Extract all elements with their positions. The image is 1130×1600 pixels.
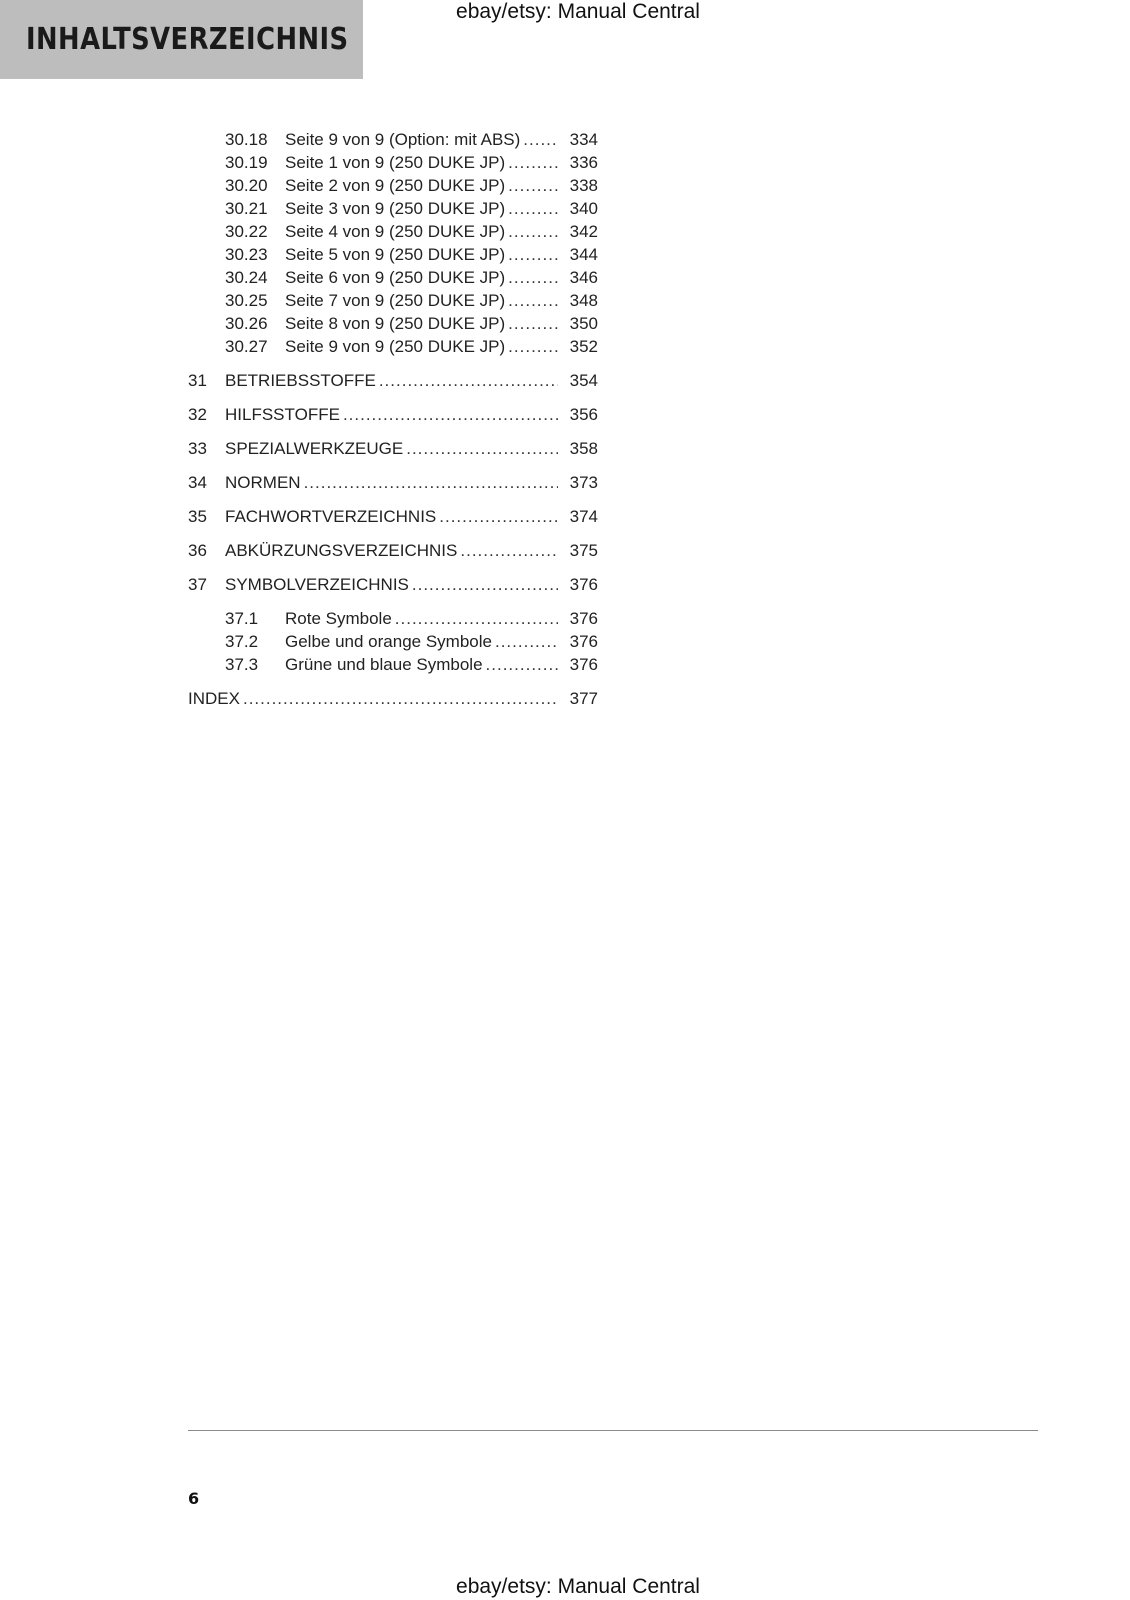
toc-entry-title-wrap (285, 243, 558, 266)
toc-dot-leader (412, 573, 558, 596)
toc-entry-number: 35 (188, 507, 207, 526)
toc-entry-number: 33 (188, 439, 207, 458)
toc-entry[interactable] (188, 151, 598, 174)
toc-entry-number: 30.23 (225, 245, 268, 264)
toc-entry-number: 30.27 (225, 337, 268, 356)
watermark-bottom-text: ebay/etsy: Manual Central (456, 1575, 700, 1598)
toc-entry-title-wrap (285, 289, 558, 312)
toc-dot-leader (523, 128, 558, 151)
toc-entry-title-wrap (225, 573, 558, 596)
section-title: INHALTSVERZEICHNIS (26, 22, 349, 57)
toc-entry[interactable] (188, 335, 598, 358)
toc-entry-page: 334 (569, 130, 598, 149)
toc-entry-page: 338 (569, 176, 598, 195)
toc-dot-leader (508, 174, 558, 197)
toc-entry-page: 344 (569, 245, 598, 264)
toc-entry-title-wrap (285, 151, 558, 174)
toc-entry[interactable] (188, 220, 598, 243)
toc-entry-title: FACHWORTVERZEICHNIS (225, 507, 437, 526)
toc-entry-number: 37.3 (225, 655, 259, 674)
toc-entry-number: 30.24 (225, 268, 268, 287)
toc-entry-page: 352 (569, 337, 598, 356)
toc-entry-number: 30.21 (225, 199, 268, 218)
toc-entry-title-wrap (188, 687, 558, 710)
toc-entry-number: 36 (188, 541, 207, 560)
toc-entry-number: 31 (188, 371, 207, 390)
toc-entry-title-wrap (225, 369, 558, 392)
toc-entry-title: Grüne und blaue Symbole (285, 655, 483, 674)
toc-entry[interactable] (188, 174, 598, 197)
toc-entry-title: NORMEN (225, 473, 301, 492)
toc-entry-title-wrap (225, 437, 558, 460)
toc-entry-title: HILFSSTOFFE (225, 405, 340, 424)
toc-entry-title-wrap (285, 335, 558, 358)
watermark-bottom (0, 1575, 1130, 1599)
toc-entry[interactable] (188, 128, 598, 151)
toc-entry-title: INDEX (188, 689, 240, 708)
toc-dot-leader (508, 220, 558, 243)
toc-entry-title-wrap (285, 630, 558, 653)
toc-entry-page: 340 (569, 199, 598, 218)
toc-entry-title-wrap (285, 653, 558, 676)
toc-dot-leader (486, 653, 558, 676)
toc-entry-page: 376 (569, 575, 598, 594)
toc-entry-page: 375 (569, 541, 598, 560)
toc-entry-page: 346 (569, 268, 598, 287)
toc-dot-leader (379, 369, 558, 392)
toc-entry-title: Seite 2 von 9 (250 DUKE JP) (285, 176, 506, 195)
toc-entry-page: 376 (569, 655, 598, 674)
toc-entry-page: 336 (569, 153, 598, 172)
toc-entry-title-wrap (285, 197, 558, 220)
toc-entry-page: 376 (569, 609, 598, 628)
toc-entry-number: 30.26 (225, 314, 268, 333)
toc-entry-page: 376 (569, 632, 598, 651)
toc-entry-title: BETRIEBSSTOFFE (225, 371, 376, 390)
toc-entry-number: 30.22 (225, 222, 268, 241)
toc-entry[interactable] (188, 197, 598, 220)
footer-divider (188, 1430, 1038, 1431)
toc-entry[interactable] (188, 369, 598, 392)
toc-entry-title-wrap (285, 128, 558, 151)
toc-entry-title-wrap (225, 539, 558, 562)
toc-entry-title: Seite 9 von 9 (250 DUKE JP) (285, 337, 506, 356)
toc-entry-title: Rote Symbole (285, 609, 392, 628)
toc-entry[interactable] (188, 653, 598, 676)
toc-entry-page: 356 (569, 405, 598, 424)
toc-entry-number: 30.20 (225, 176, 268, 195)
toc-entry-number: 30.19 (225, 153, 268, 172)
toc-entry-title: Seite 3 von 9 (250 DUKE JP) (285, 199, 506, 218)
toc-entry[interactable] (188, 403, 598, 426)
toc-entry-title: SPEZIALWERKZEUGE (225, 439, 404, 458)
toc-entry-title: Seite 5 von 9 (250 DUKE JP) (285, 245, 506, 264)
toc-dot-leader (343, 403, 558, 426)
toc-entry-page: 377 (569, 689, 598, 708)
toc-entry-page: 354 (569, 371, 598, 390)
toc-entry[interactable] (188, 471, 598, 494)
toc-entry-page: 358 (569, 439, 598, 458)
toc-dot-leader (460, 539, 558, 562)
toc-entry-number: 34 (188, 473, 207, 492)
toc-dot-leader (439, 505, 558, 528)
toc-entry-title: Gelbe und orange Symbole (285, 632, 492, 651)
toc-entry-title: Seite 1 von 9 (250 DUKE JP) (285, 153, 506, 172)
toc-entry-title-wrap (285, 607, 558, 630)
toc-entry-title: ABKÜRZUNGSVERZEICHNIS (225, 541, 458, 560)
toc-entry[interactable] (188, 607, 598, 630)
toc-dot-leader (508, 335, 558, 358)
toc-entry-title: Seite 9 von 9 (Option: mit ABS) (285, 130, 521, 149)
watermark-top-text: ebay/etsy: Manual Central (456, 0, 700, 23)
toc-entry-page: 373 (569, 473, 598, 492)
toc-entry[interactable] (188, 243, 598, 266)
toc-entry-title-wrap (285, 266, 558, 289)
toc-dot-leader (508, 266, 558, 289)
toc-dot-leader (495, 630, 558, 653)
toc-entry[interactable] (188, 573, 598, 596)
toc-entry-number: 37.2 (225, 632, 259, 651)
toc-entry[interactable] (188, 505, 598, 528)
toc-entry-number: 30.18 (225, 130, 268, 149)
toc-entry-title-wrap (225, 403, 558, 426)
toc-dot-leader (508, 197, 558, 220)
toc-entry[interactable] (188, 539, 598, 562)
toc-entry-number: 37 (188, 575, 207, 594)
toc-entry-number: 37.1 (225, 609, 259, 628)
toc-entry[interactable] (188, 266, 598, 289)
toc-entry-number: 32 (188, 405, 207, 424)
watermark-top (0, 0, 1130, 24)
toc-dot-leader (508, 151, 558, 174)
toc-entry-page: 348 (569, 291, 598, 310)
toc-entry-title: SYMBOLVERZEICHNIS (225, 575, 409, 594)
toc-entry-title-wrap (285, 220, 558, 243)
toc-entry-title: Seite 7 von 9 (250 DUKE JP) (285, 291, 506, 310)
toc-dot-leader (304, 471, 558, 494)
toc-dot-leader (243, 687, 558, 710)
toc-dot-leader (508, 243, 558, 266)
toc-entry-page: 374 (569, 507, 598, 526)
toc-entry-page: 350 (569, 314, 598, 333)
toc-entry-title-wrap (225, 471, 558, 494)
toc-dot-leader (406, 437, 558, 460)
toc-entry[interactable] (188, 289, 598, 312)
toc-entry-title: Seite 6 von 9 (250 DUKE JP) (285, 268, 506, 287)
page-number: 6 (188, 1489, 200, 1508)
toc-entry-page: 342 (569, 222, 598, 241)
toc-dot-leader (508, 289, 558, 312)
toc-dot-leader (508, 312, 558, 335)
toc-dot-leader (395, 607, 558, 630)
toc-entry-title-wrap (285, 312, 558, 335)
toc-entry[interactable] (188, 687, 598, 710)
toc-entry-number: 30.25 (225, 291, 268, 310)
toc-entry[interactable] (188, 630, 598, 653)
toc-entry-title: Seite 8 von 9 (250 DUKE JP) (285, 314, 506, 333)
toc-entry[interactable] (188, 437, 598, 460)
toc-entry[interactable] (188, 312, 598, 335)
toc-entry-title-wrap (225, 505, 558, 528)
toc-entry-title: Seite 4 von 9 (250 DUKE JP) (285, 222, 506, 241)
toc-entry-title-wrap (285, 174, 558, 197)
